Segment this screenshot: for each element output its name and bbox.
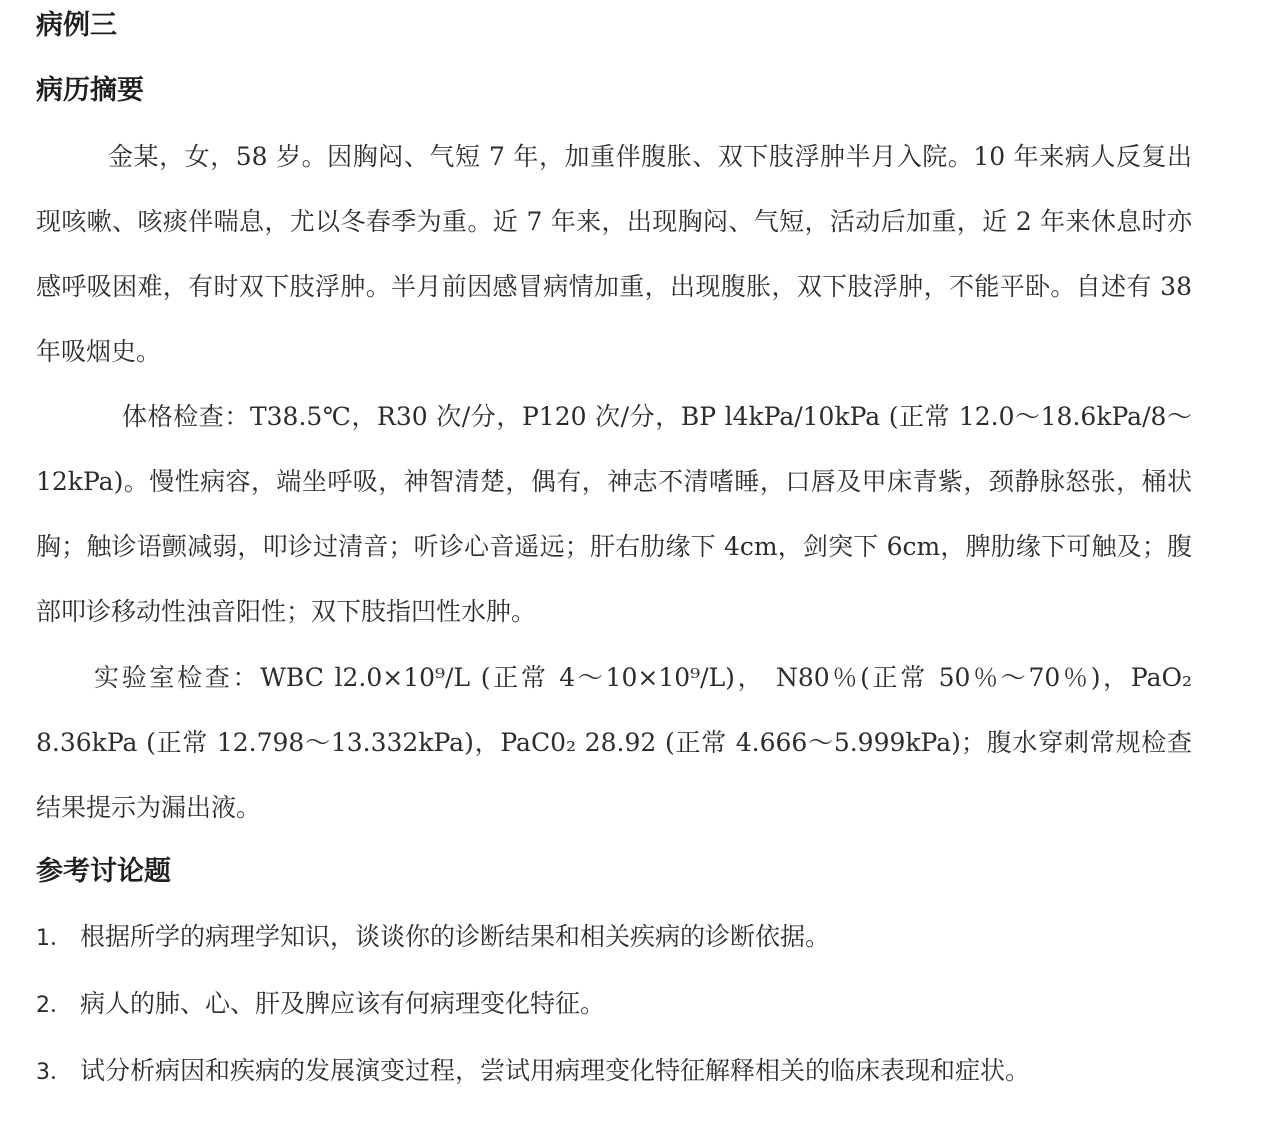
question-number: 3．: [36, 1060, 72, 1085]
lab-exam-paragraph: 实验室检查：WBC l2.0×10⁹/L (正常 4～10×10⁹/L)， N80％(正常 50％～70％)，PaO₂ 8.36kPa (正常 12.798～13.332kPa)，PaC0₂ 28.92 (正常 4.666～5.999kPa)；腹水穿刺常规检查结果提示为漏出液。: [36, 663, 1192, 822]
physical-exam-paragraph: 体格检查：T38.5℃，R30 次/分，P120 次/分，BP l4kPa/10kPa (正常 12.0～18.6kPa/8～12kPa)。慢性病容，端坐呼吸，神智清楚，偶有，神志不清嗜睡，口唇及甲床青紫，颈静脉怒张，桶状胸；触诊语颤减弱，叩诊过清音；听诊心音遥远；肝右肋缘下 4cm，剑突下 6cm，脾肋缘下可触及；腹部叩诊移动性浊音阳性；双下肢指凹性水肿。: [36, 402, 1192, 626]
case-title: 病例三: [36, 10, 117, 41]
question-text: 病人的肺、心、肝及脾应该有何病理变化特征。: [80, 989, 606, 1018]
question-text: 试分析病因和疾病的发展演变过程，尝试用病理变化特征解释相关的临床表现和症状。: [80, 1056, 1031, 1085]
question-number: 1．: [36, 926, 72, 951]
discussion-question: [36, 904, 1236, 971]
question-number: 2．: [36, 993, 72, 1018]
discussion-question: [36, 1038, 1236, 1105]
history-paragraph: 金某，女，58 岁。因胸闷、气短 7 年，加重伴腹胀、双下肢浮肿半月入院。10 年来病人反复出现咳嗽、咳痰伴喘息，尤以冬春季为重。近 7 年来，出现胸闷、气短，活动后加重，近 2 年来休息时亦感呼吸困难，有时双下肢浮肿。半月前因感冒病情加重，出现腹胀，双下肢浮肿，不能平卧。自述有 38 年吸烟史。: [36, 142, 1192, 366]
summary-heading: 病历摘要: [36, 75, 144, 106]
discussion-question: [36, 971, 1236, 1038]
discussion-heading: 参考讨论题: [36, 856, 171, 887]
question-text: 根据所学的病理学知识，谈谈你的诊断结果和相关疾病的诊断依据。: [80, 922, 831, 951]
discussion-question-list: [36, 904, 1236, 1105]
